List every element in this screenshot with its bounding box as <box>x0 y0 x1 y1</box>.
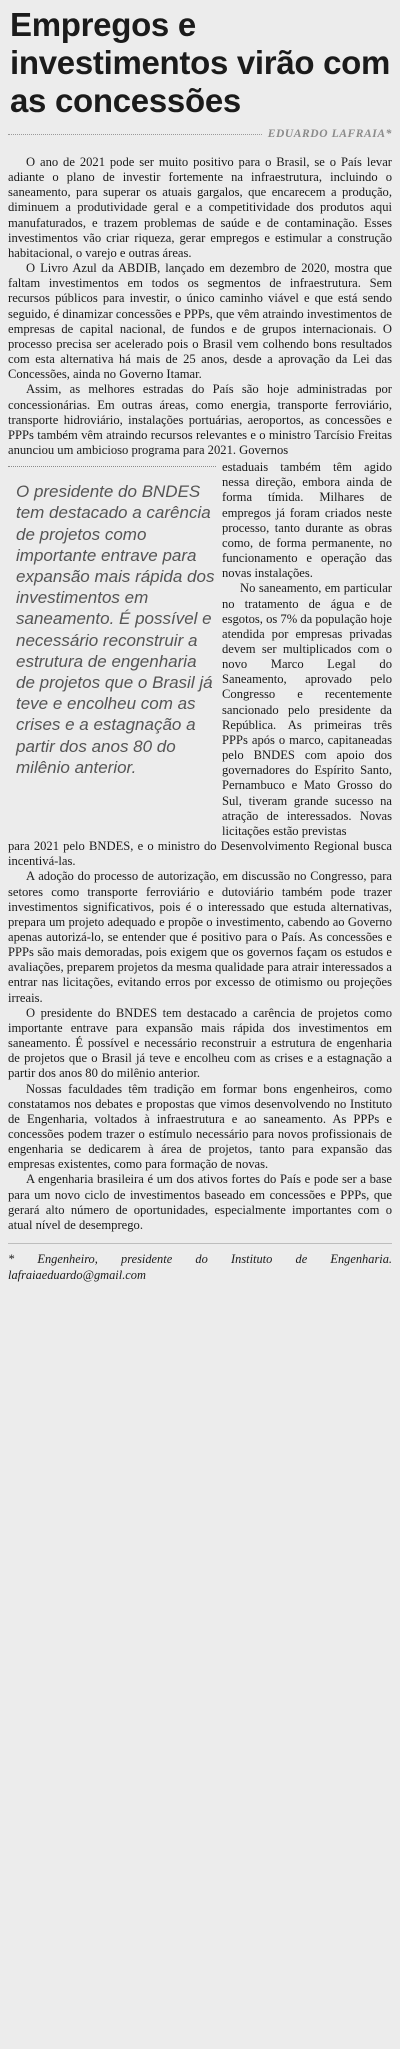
body-paragraph: A engenharia brasileira é um dos ativos fortes do País e pode ser a base para um novo ciclo de investimentos baseado em concessões e PPPs, que gerará alto número de oportunidades, especialmente importantes com o atual nível de desemprego. <box>8 1172 392 1232</box>
body-paragraph: Assim, as melhores estradas do País são hoje administradas por concessionárias. Em outras áreas, como energia, transporte ferroviário, transporte hidroviário, instalações portuárias, aeroportos, as concessões e PPPs também vêm atraindo recursos relevantes e o ministro Tarcísio Freitas anunciou um ambicioso programa para 2021. Governos <box>8 382 392 457</box>
pullquote <box>8 466 216 839</box>
body-paragraph: estaduais também têm agido nessa direção, embora ainda de forma tímida. Milhares de empregos já foram criados neste processo, tanto durante as obras como, de forma permanente, no funcionamento e operação das novas instalações. <box>222 460 392 581</box>
body-paragraph: A adoção do processo de autorização, em discussão no Congresso, para setores como transporte ferroviário e dutoviário também pode trazer investimentos significativos, pois é o interessado que estuda alternativas, prepara um projeto adequado e propõe o investimento, cabendo ao Governo apenas autorizá-lo, se entender que é positivo para o País. As concessões e PPPs são mais demoradas, pois exigem que os governos façam os estudos e avaliações, preparem projetos da mesma qualidade para atrair interessados a entrar nas licitações, evitando erros por excesso de otimismo ou projeções irreais. <box>8 869 392 1005</box>
byline-row <box>8 125 392 143</box>
article <box>8 6 392 1283</box>
right-column <box>222 460 392 839</box>
article-body-bottom <box>8 839 392 1233</box>
body-paragraph: para 2021 pelo BNDES, e o ministro do Desenvolvimento Regional busca incentivá-las. <box>8 839 392 869</box>
body-paragraph: O ano de 2021 pode ser muito positivo para o Brasil, se o País levar adiante o plano de investir fortemente na infraestrutura, incluindo o saneamento, para superar os atuais gargalos, que encarecem a produção, diminuem a produtividade geral e a competitividade dos produtos aqui manufaturados, e trazem problemas de saúde e de contaminação. Esses investimentos vão criar riqueza, gerar empregos e estimular a construção habitacional, o varejo e outras áreas. <box>8 155 392 260</box>
body-paragraph: O presidente do BNDES tem destacado a carência de projetos como importante entrave para expansão mais rápida dos investimentos em saneamento. É possível e necessário reconstruir a estrutura de engenharia de projetos que o Brasil já teve e encolheu com as crises e a estagnação a partir dos anos 80 do milênio anterior. <box>8 1005 392 1081</box>
body-paragraph: O Livro Azul da ABDIB, lançado em dezembro de 2020, mostra que faltam investimentos em todos os segmentos de infraestrutura. Sem recursos públicos para investir, o único caminho viável e que está sendo seguido, é dinamizar concessões e PPPs, que vêm atraindo investimentos de empresas de capital nacional, de fundos e de grupos internacionais. O processo precisa ser acelerado pois o Brasil vem colhendo bons resultados com esta alternativa há mais de 25 anos, desde a aprovação da Lei das Concessões, ainda no Governo Itamar. <box>8 261 392 382</box>
body-paragraph: Nossas faculdades têm tradição em formar bons engenheiros, como constatamos nos debates e propostas que vimos desenvolvendo no Instituto de Engenharia, voltados à infraestrutura e ao saneamento. As PPPs e concessões podem trazer o estímulo necessário para novos profissionais de engenharia se dedicarem à área de projetos, tanto para expansão das empresas existentes, como para formação de novas. <box>8 1081 392 1172</box>
article-body-top <box>8 155 392 458</box>
byline: EDUARDO LAFRAIA* <box>267 128 392 140</box>
pullquote-text: O presidente do BNDES tem destacado a carência de projetos como importante entrave para expansão mais rápida dos investimentos em saneamento. É possível e necessário reconstruir a estrutura de engenharia de projetos que o Brasil já teve e encolheu com as crises e a estagnação a partir dos anos 80 do milênio anterior. <box>16 482 215 777</box>
author-footnote: * Engenheiro, presidente do Instituto de Engenharia. lafraiaeduardo@gmail.com <box>8 1243 392 1283</box>
pullquote-section <box>8 460 392 839</box>
headline: Empregos e investimentos virão com as concessões <box>10 6 391 119</box>
body-paragraph: No saneamento, em particular no tratamento de água e de esgotos, os 7% da população hoje atendida por empresas privadas devem ser multiplicados com o novo Marco Legal do Saneamento, aprovado pelo Congresso e recentemente sancionado pelo presidente da República. As primeiras três PPPs após o marco, capitaneadas pelo BNDES com apoio dos governadores do Espírito Santo, Pernambuco e Mato Grosso do Sul, tiveram grande sucesso na atração de interessados. Novas licitações estão previstas <box>222 581 392 838</box>
byline-divider <box>8 134 262 135</box>
